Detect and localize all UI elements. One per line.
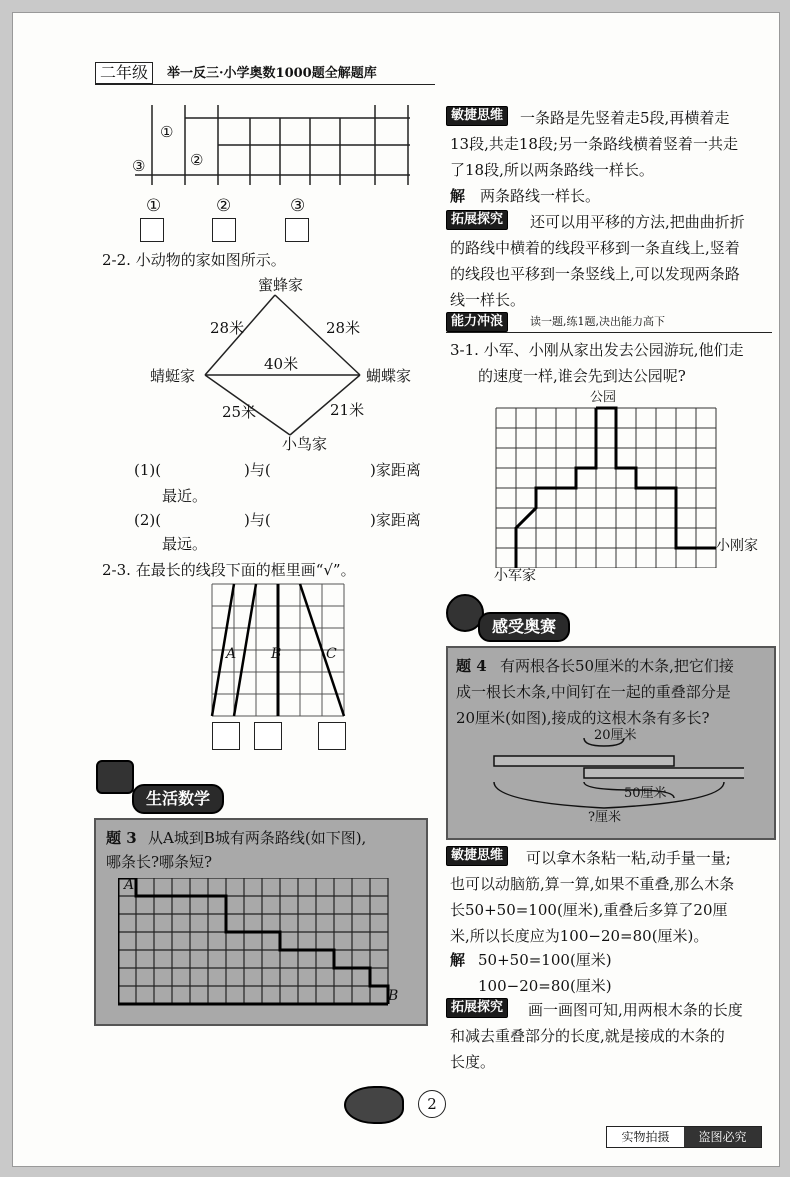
q2-2-line1-d: 最近。 xyxy=(162,487,208,505)
xiaogang-home-label: 小刚家 xyxy=(716,538,758,554)
series-title: 举一反三·小学奥数1000题全解题库 xyxy=(167,66,377,81)
q2-2-line1-c: )家距离 xyxy=(370,461,421,479)
ol-p2-line2: 和减去重叠部分的长度,就是接成的木条的 xyxy=(450,1027,725,1045)
xiaojun-home-label: 小军家 xyxy=(494,568,536,584)
ol-solution-label: 解 xyxy=(450,951,466,969)
ol-p1-line4: 米,所以长度应为100−20=80(厘米)。 xyxy=(450,927,709,945)
life-math-banner: 生活数学 xyxy=(132,784,224,814)
rt-p1-line2: 13段,共走18段;另一条路线横着竖着一共走 xyxy=(450,135,738,153)
dim-mid-label: 50厘米 xyxy=(624,786,667,801)
q2-2-title: 2-2. 小动物的家如图所示。 xyxy=(102,251,286,269)
watermark-stamp xyxy=(606,1126,762,1148)
extension-tag: 拓展探究 xyxy=(446,210,508,230)
route-2 xyxy=(118,878,388,1004)
box-label-1: ① xyxy=(146,196,162,216)
ol-p2-line1: 画一画图可知,用两根木条的长度 xyxy=(528,1001,743,1019)
place-bird: 小鸟家 xyxy=(282,435,328,453)
rt-p1-line1: 一条路是先竖着走5段,再横着走 xyxy=(520,109,730,127)
quick-thinking-tag: 敏捷思维 xyxy=(446,106,508,126)
q4-text-2: 成一根长木条,中间钉在一起的重叠部分是 xyxy=(456,683,731,701)
place-dragonfly: 蜻蜓家 xyxy=(150,367,196,385)
route-label-1: ① xyxy=(160,123,174,141)
park-route-grid xyxy=(494,406,718,568)
ability-subtitle: 读一题,练1题,决出能力高下 xyxy=(530,315,665,328)
route-label-2: ② xyxy=(190,151,204,169)
answer-box-2[interactable] xyxy=(212,218,236,242)
q3-1-line2: 的速度一样,谁会先到达公园呢? xyxy=(478,367,686,385)
rt-solution-label: 解 xyxy=(450,187,466,205)
q3-label: 题 3 xyxy=(106,829,137,847)
quick-thinking-tag-2: 敏捷思维 xyxy=(446,846,508,866)
page-number: 2 xyxy=(427,1095,437,1113)
grade-label: 二年级 xyxy=(95,62,153,84)
place-butterfly: 蝴蝶家 xyxy=(366,367,412,385)
olympiad-banner: 感受奥赛 xyxy=(478,612,570,642)
ability-header xyxy=(446,312,772,333)
ability-tag: 能力冲浪 xyxy=(446,312,508,332)
stamp-left: 实物拍摄 xyxy=(607,1127,684,1147)
q2-3-title: 2-3. 在最长的线段下面的框里画“√”。 xyxy=(102,561,356,579)
place-bee: 蜜蜂家 xyxy=(258,276,304,294)
extension-tag-2: 拓展探究 xyxy=(446,998,508,1018)
q2-2-line2-d: 最远。 xyxy=(162,535,208,553)
dist-top-left: 28米 xyxy=(210,319,245,337)
box-label-2: ② xyxy=(216,196,232,216)
ol-p1-line1: 可以拿木条粘一粘,动手量一量; xyxy=(526,849,731,867)
segment-label-b: B xyxy=(271,646,282,662)
dist-bottom-left: 25米 xyxy=(222,403,257,421)
dist-middle: 40米 xyxy=(264,355,299,373)
page-header xyxy=(95,62,435,85)
segment-box-c[interactable] xyxy=(318,722,346,750)
dim-bottom-label: ?厘米 xyxy=(588,810,621,825)
olympiad-panel xyxy=(446,646,776,840)
segment-label-a: A xyxy=(226,646,237,662)
page-number-badge xyxy=(418,1090,446,1118)
rt-p2-line4: 线一样长。 xyxy=(450,291,526,309)
box-label-3: ③ xyxy=(290,196,306,216)
rt-p1-line3: 了18段,所以两条路线一样长。 xyxy=(450,161,654,179)
q4-label: 题 4 xyxy=(456,657,487,675)
q2-2-line1-a: (1)( xyxy=(134,461,162,479)
rt-solution: 两条路线一样长。 xyxy=(480,187,601,205)
ol-solution-2: 100−20=80(厘米) xyxy=(478,977,612,995)
ol-p1-line2: 也可以动脑筋,算一算,如果不重叠,那么木条 xyxy=(450,875,735,893)
q3-text-1: 从A城到B城有两条路线(如下图), xyxy=(148,829,367,847)
q3-text-2: 哪条长?哪条短? xyxy=(106,853,213,871)
rt-p2-line1: 还可以用平移的方法,把曲曲折折 xyxy=(530,213,745,231)
dim-top-label: 20厘米 xyxy=(594,728,637,743)
rt-p2-line3: 的线段也平移到一条竖线上,可以发现两条路 xyxy=(450,265,740,283)
q2-2-line2-b: )与( xyxy=(244,511,271,529)
q2-2-line2-c: )家距离 xyxy=(370,511,421,529)
tv-mascot-icon xyxy=(96,760,134,794)
park-label: 公园 xyxy=(590,390,617,405)
dist-bottom-right: 21米 xyxy=(330,401,365,419)
route-label-3: ③ xyxy=(132,157,146,175)
dist-top-right: 28米 xyxy=(326,319,361,337)
segment-box-a[interactable] xyxy=(212,722,240,750)
route-grid-ab xyxy=(118,878,408,1006)
q4-text-3: 20厘米(如图),接成的这根木条有多长? xyxy=(456,709,710,727)
q4-text-1: 有两根各长50厘米的木条,把它们接 xyxy=(500,657,734,675)
q2-2-line1-b: )与( xyxy=(244,461,271,479)
life-math-panel xyxy=(94,818,428,1026)
fish-mascot-icon xyxy=(344,1086,404,1124)
city-a-label: A xyxy=(124,877,135,893)
ol-solution-1: 50+50=100(厘米) xyxy=(478,951,612,969)
q2-1-figure xyxy=(130,100,430,195)
answer-box-3[interactable] xyxy=(285,218,309,242)
ol-p1-line3: 长50+50=100(厘米),重叠后多算了20厘 xyxy=(450,901,728,919)
answer-box-1[interactable] xyxy=(140,218,164,242)
stamp-right: 盗图必究 xyxy=(684,1127,761,1147)
segment-box-b[interactable] xyxy=(254,722,282,750)
city-b-label: B xyxy=(388,988,399,1004)
q2-2-line2-a: (2)( xyxy=(134,511,162,529)
ol-p2-line3: 长度。 xyxy=(450,1053,496,1071)
segment-label-c: C xyxy=(326,646,337,662)
rt-p2-line2: 的路线中横着的线段平移到一条直线上,竖着 xyxy=(450,239,740,257)
q3-1-line1: 3-1. 小军、小刚从家出发去公园游玩,他们走 xyxy=(450,341,744,359)
